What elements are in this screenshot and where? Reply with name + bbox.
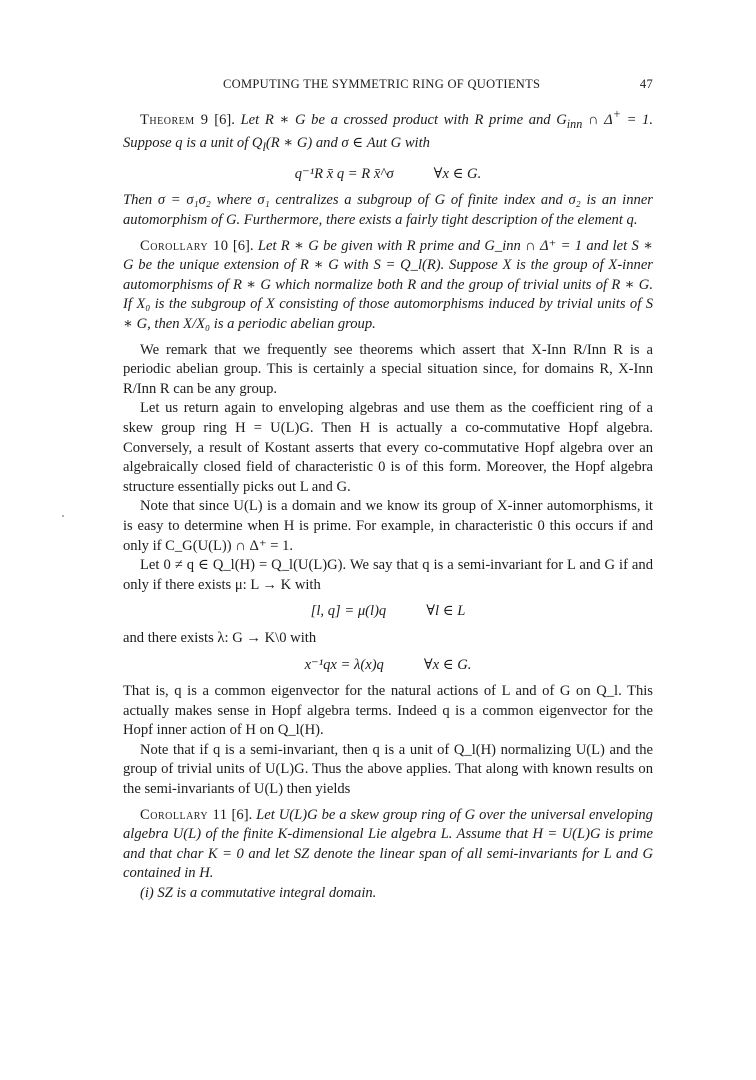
- corollary-11-citation: [6].: [231, 806, 253, 823]
- theorem-label: Theorem 9: [140, 111, 209, 128]
- theorem-equation: q⁻¹R x̄ q = R x̄^σ ∀x ∈ G.: [294, 165, 482, 182]
- corollary-10: [123, 237, 653, 335]
- corollary-10-citation: [6].: [232, 237, 254, 254]
- theorem-9: [123, 105, 653, 158]
- corollary-11-item-i: (i) SZ is a commutative integral domain.: [140, 885, 377, 902]
- margin-mark: [62, 515, 64, 517]
- paragraph-lambda: and there exists λ: G → K\0 with: [123, 629, 317, 646]
- paragraph-semi-invariant-def: Let 0 ≠ q ∈ Q_l(H) = Q_l(U(L)G). We say that q is a semi-invariant for L and G if and only if there exists μ: L → K with: [123, 557, 653, 593]
- corollary-11-label: Corollary 11: [140, 806, 228, 823]
- corollary-10-statement: Let R ∗ G be given with R prime and G_inn ∩ Δ⁺ = 1 and let S ∗ G be the unique extension of R ∗ G with S = Q_l(R). Suppose X is the group of X-inner automorphisms of R ∗ G which normalize both R and the group of trivial units of R ∗ G. If X₀ is the subgroup of X consisting of those automorphisms induced by trivial units of S ∗ G, then X/X₀ is a periodic abelian group.: [123, 237, 653, 333]
- paragraph-enveloping: Let us return again to enveloping algebras and use them as the coefficient ring of a skew group ring H = U(L)G. Then H is actually a co-commutative Hopf algebra. Conversely, a result of Kostant asserts that every co-commutative Hopf algebra over an algebraically closed field of characteristic 0 is of this form. Moreover, the Hopf algebra structure essentially picks out L and G.: [123, 400, 653, 495]
- corollary-10-label: Corollary 10: [140, 237, 229, 254]
- paragraph-remark: We remark that we frequently see theorems which assert that X-Inn R/Inn R is a periodic abelian group. This is certainly a special situation since, for domains R, X-Inn R/Inn R can be any group.: [123, 341, 653, 397]
- corollary-11: [123, 806, 653, 884]
- running-title: COMPUTING THE SYMMETRIC RING OF QUOTIENTS: [223, 77, 541, 91]
- paragraph-eigenvector: That is, q is a common eigenvector for the natural actions of L and of G on Q_l. This actually makes sense in Hopf algebra terms. Indeed q is a common eigenvector for the Hopf inner action of H on Q_l(H).: [123, 683, 653, 739]
- equation-mu: [l, q] = μ(l)q ∀l ∈ L: [310, 603, 466, 620]
- page-body: [123, 105, 653, 904]
- paragraph-normalizing: Note that if q is a semi-invariant, then q is a unit of Q_l(H) normalizing U(L) and the group of trivial units of U(L)G. Thus the above applies. That along with known results on the semi-invariants of U(L) then yields: [123, 741, 653, 798]
- corollary-11-statement: Let U(L)G be a skew group ring of G over the universal enveloping algebra U(L) of the finite K-dimensional Lie algebra L. Assume that H = U(L)G is prime and that char K = 0 and let SZ denote the linear span of all semi-invariants for L and G contained in H.: [123, 806, 653, 882]
- paragraph-prime: Note that since U(L) is a domain and we know its group of X-inner automorphisms, it is easy to determine when H is prime. For example, in characteristic 0 this occurs if and only if C_G(U(L)) ∩ Δ⁺ = 1.: [123, 498, 653, 554]
- theorem-statement: Let R ∗ G be a crossed product with R prime and $G_{inn}$ ∩ Δ+ = 1. Suppose q is a unit of $Q_l(R$ ∗ G) and σ ∈ Aut G with: [123, 107, 653, 155]
- theorem-citation: [6].: [214, 111, 235, 128]
- page-number: 47: [639, 77, 653, 91]
- theorem-conclusion: Then σ = σ₁σ₂ where σ₁ centralizes a subgroup of G of finite index and σ₂ is an inner automorphism of G. Furthermore, there exists a fairly tight description of the element q.: [123, 192, 653, 229]
- equation-lambda: x⁻¹qx = λ(x)q ∀x ∈ G.: [304, 656, 472, 673]
